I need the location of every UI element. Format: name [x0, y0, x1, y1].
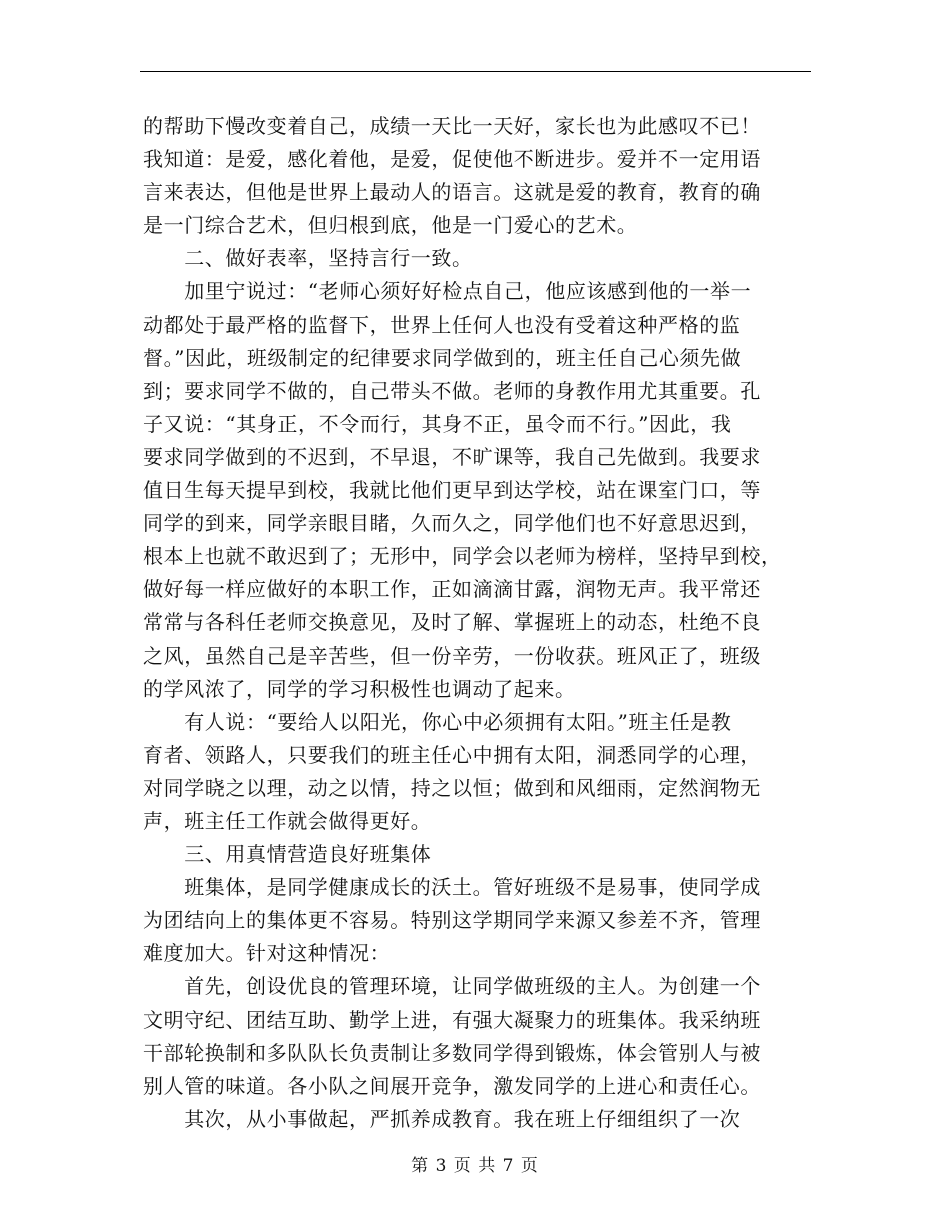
text-line: 班集体，是同学健康成长的沃土。管好班级不是易事，使同学成 [143, 875, 761, 900]
text-line: 之风，虽然自己是辛苦些，但一份辛劳，一份收获。班风正了，班级 [143, 643, 761, 668]
text-line: 文明守纪、团结互助、勤学上进，有强大凝聚力的班集体。我采纳班 [143, 1007, 761, 1032]
page-number-footer: 第 3 页 共 7 页 [411, 1156, 539, 1176]
text-line: 其次，从小事做起，严抓养成教育。我在班上仔细组织了一次 [143, 1106, 741, 1131]
text-line: 我知道：是爱，感化着他，是爱，促使他不断进步。爱并不一定用语 [143, 147, 761, 172]
text-line: 子又说：“其身正，不令而行，其身不正，虽令而不行。”因此，我 [143, 411, 732, 436]
text-line: 的学风浓了，同学的学习积极性也调动了起来。 [143, 676, 576, 701]
text-line: 根本上也就不敢迟到了；无形中，同学会以老师为榜样，坚持早到校， [143, 544, 782, 569]
section-heading: 三、用真情营造良好班集体 [143, 842, 432, 867]
text-line: 别人管的味道。各小队之间展开竞争，激发同学的上进心和责任心。 [143, 1073, 761, 1098]
text-line: 督。”因此，班级制定的纪律要求同学做到的，班主任自己心须先做 [143, 345, 742, 370]
text-line: 育者、领路人，只要我们的班主任心中拥有太阳，洞悉同学的心理， [143, 742, 761, 767]
text-line: 的帮助下慢改变着自己，成绩一天比一天好，家长也为此感叹不已！ [143, 114, 761, 138]
document-body [143, 110, 803, 1136]
text-line: 言来表达，但他是世界上最动人的语言。这就是爱的教育，教育的确 [143, 180, 761, 205]
text-line: 要求同学做到的不迟到，不早退，不旷课等，我自己先做到。我要求 [143, 444, 761, 469]
header-rule [140, 71, 811, 72]
text-line: 值日生每天提早到校，我就比他们更早到达学校，站在课室门口，等 [143, 478, 761, 503]
text-line: 干部轮换制和多队队长负责制让多数同学得到锻炼，体会管别人与被 [143, 1040, 761, 1065]
text-line: 做好每一样应做好的本职工作，正如滴滴甘露，润物无声。我平常还 [143, 577, 761, 602]
text-line: 到；要求同学不做的，自己带头不做。老师的身教作用尤其重要。孔 [143, 378, 761, 403]
text-line: 声，班主任工作就会做得更好。 [143, 808, 432, 833]
text-line: 同学的到来，同学亲眼目睹，久而久之，同学他们也不好意思迟到， [143, 511, 761, 536]
text-line: 有人说：“要给人以阳光，你心中必须拥有太阳。”班主任是教 [143, 709, 732, 734]
section-heading: 二、做好表率，坚持言行一致。 [143, 246, 473, 271]
text-line: 难度加大。针对这种情况： [143, 941, 391, 966]
text-line: 首先，创设优良的管理环境，让同学做班级的主人。为创建一个 [143, 974, 761, 999]
text-line: 加里宁说过：“老师心须好好检点自己，他应该感到他的一举一 [143, 279, 752, 304]
text-line: 为团结向上的集体更不容易。特别这学期同学来源又参差不齐，管理 [143, 908, 761, 933]
text-line: 常常与各科任老师交换意见，及时了解、掌握班上的动态，杜绝不良 [143, 610, 761, 635]
text-line: 对同学晓之以理，动之以情，持之以恒；做到和风细雨，定然润物无 [143, 775, 761, 800]
text-line: 动都处于最严格的监督下，世界上任何人也没有受着这种严格的监 [143, 312, 741, 337]
text-line: 是一门综合艺术，但归根到底，他是一门爱心的艺术。 [143, 213, 638, 238]
